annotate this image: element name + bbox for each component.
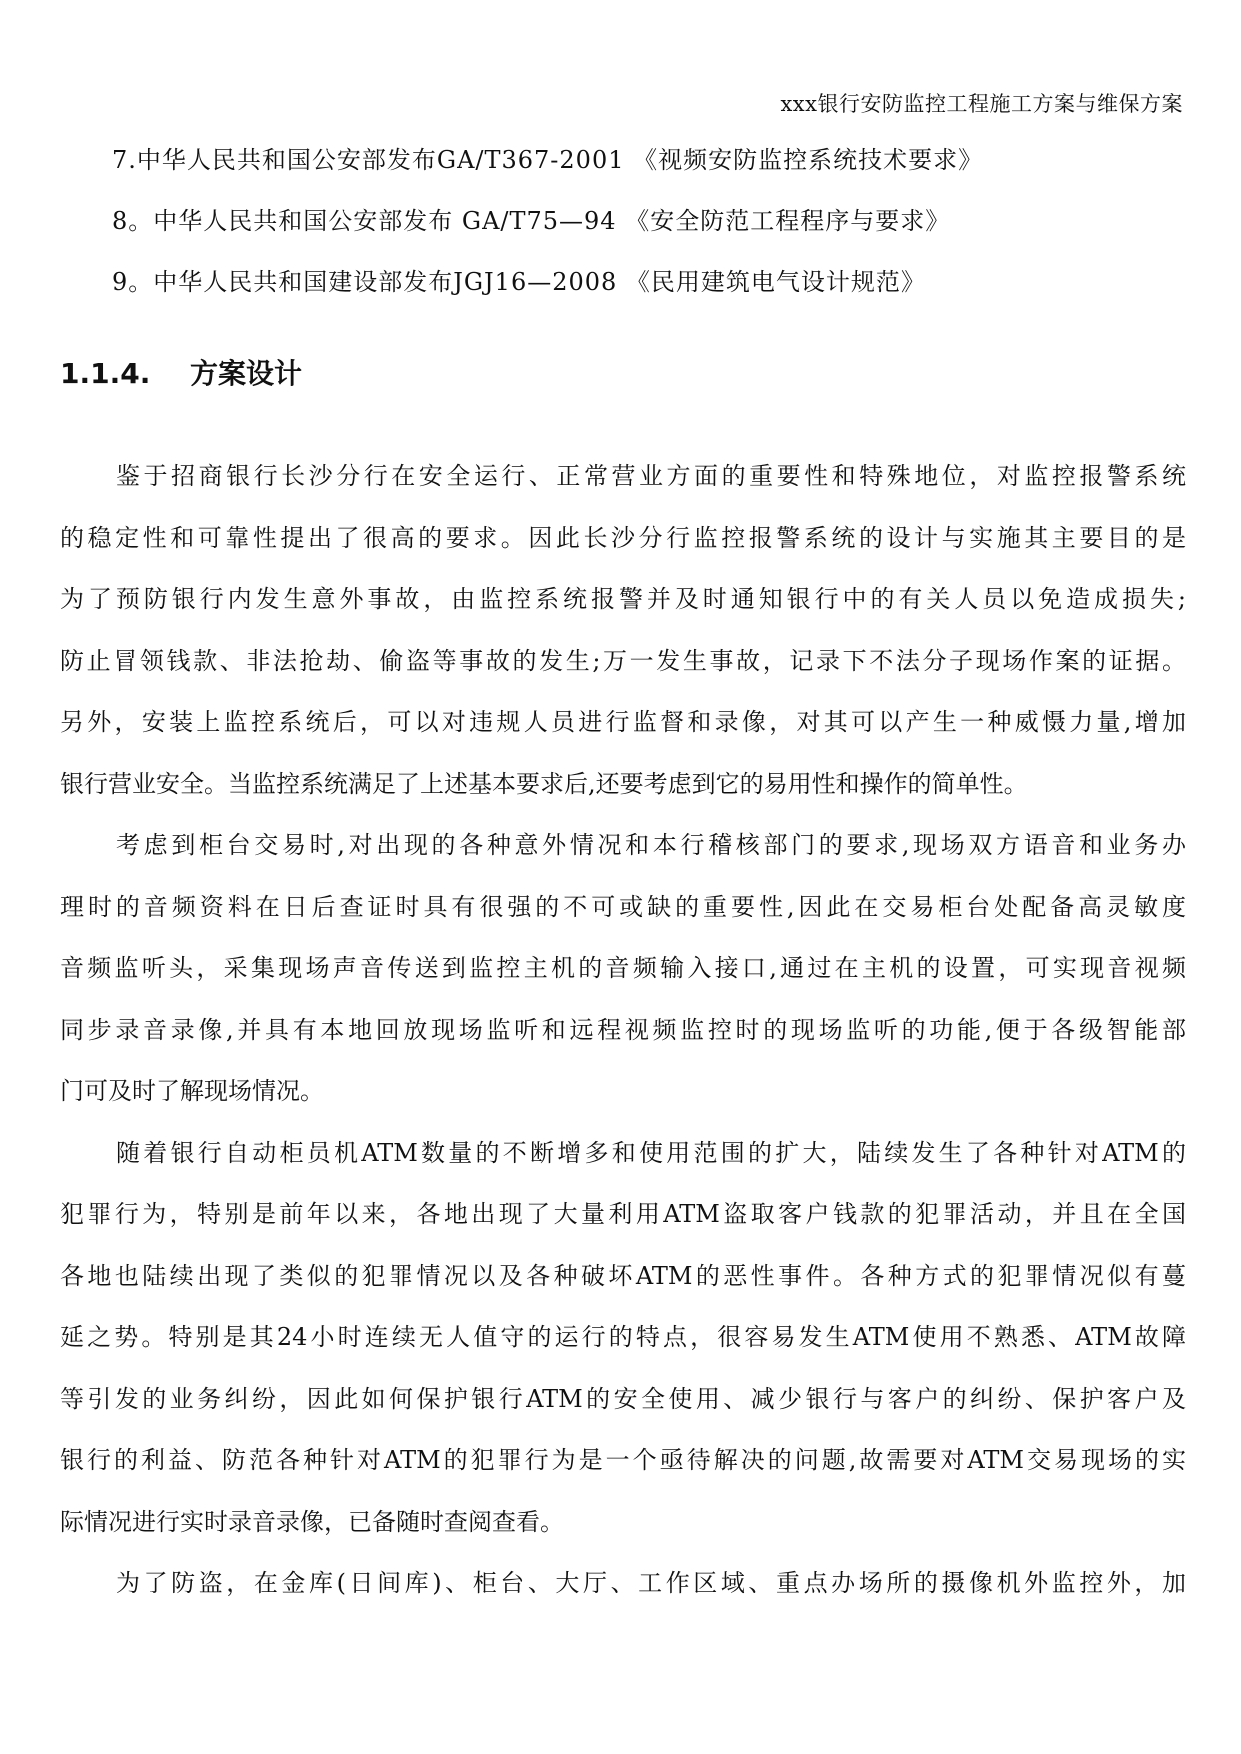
section-number: 1.1.4. — [60, 357, 151, 390]
text-line: 防止冒领钱款、非法抢劫、偷盗等事故的发生;万一发生事故，记录下不法分子现场作案的证据。 — [60, 646, 1186, 675]
text-line: 音频监听头，采集现场声音传送到监控主机的音频输入接口,通过在主机的设置，可实现音视频 — [60, 954, 1186, 982]
paragraph — [60, 446, 1186, 815]
text-line: 为了预防银行内发生意外事故，由监控系统报警并及时通知银行中的有关人员以免造成损失; — [60, 585, 1186, 613]
text-line: 为了防盗，在金库(日间库)、柜台、大厅、工作区域、重点办场所的摄像机外监控外，加 — [116, 1569, 1186, 1597]
running-header: xxx银行安防监控工程施工方案与维保方案 — [780, 92, 1183, 116]
text-line: 各地也陆续出现了类似的犯罪情况以及各种破坏ATM的恶性事件。各种方式的犯罪情况似有蔓 — [60, 1261, 1186, 1290]
text-line: 延之势。特别是其24小时连续无人值守的运行的特点，很容易发生ATM使用不熟悉、ATM故障 — [60, 1323, 1186, 1351]
body-text — [60, 446, 1186, 1615]
text-line: 银行营业安全。当监控系统满足了上述基本要求后,还要考虑到它的易用性和操作的简单性。 — [60, 769, 1028, 798]
text-line: 另外，安装上监控系统后，可以对违规人员进行监督和录像，对其可以产生一种威慑力量,增加 — [60, 708, 1186, 736]
paragraph — [60, 1553, 1186, 1615]
text-line: 犯罪行为，特别是前年以来，各地出现了大量利用ATM盗取客户钱款的犯罪活动，并且在全国 — [60, 1200, 1186, 1228]
text-line: 鉴于招商银行长沙分行在安全运行、正常营业方面的重要性和特殊地位，对监控报警系统 — [116, 462, 1186, 490]
text-line: 的稳定性和可靠性提出了很高的要求。因此长沙分行监控报警系统的设计与实施其主要目的是 — [60, 523, 1186, 552]
reference-item: 8。中华人民共和国公安部发布 GA/T75—94 《安全防范工程程序与要求》 — [112, 207, 951, 235]
text-line: 等引发的业务纠纷，因此如何保护银行ATM的安全使用、减少银行与客户的纠纷、保护客户及 — [60, 1384, 1186, 1413]
paragraph — [60, 1123, 1186, 1554]
section-heading — [60, 352, 302, 392]
section-title: 方案设计 — [190, 357, 303, 390]
text-line: 考虑到柜台交易时,对出现的各种意外情况和本行稽核部门的要求,现场双方语音和业务办 — [116, 831, 1186, 859]
text-line: 理时的音频资料在日后查证时具有很强的不可或缺的重要性,因此在交易柜台处配备高灵敏度 — [60, 892, 1186, 921]
text-line: 门可及时了解现场情况。 — [60, 1077, 324, 1105]
text-line: 同步录音录像,并具有本地回放现场监听和远程视频监控时的现场监听的功能,便于各级智能部 — [60, 1015, 1186, 1044]
text-line: 际情况进行实时录音录像，已备随时查阅查看。 — [60, 1507, 564, 1536]
text-line: 随着银行自动柜员机ATM数量的不断增多和使用范围的扩大，陆续发生了各种针对ATM的 — [116, 1138, 1186, 1167]
paragraph — [60, 815, 1186, 1123]
text-line: 银行的利益、防范各种针对ATM的犯罪行为是一个亟待解决的问题,故需要对ATM交易现场的实 — [60, 1446, 1186, 1474]
reference-list — [112, 130, 1187, 313]
reference-item: 9。中华人民共和国建设部发布JGJ16—2008 《民用建筑电气设计规范》 — [112, 268, 926, 296]
reference-item: 7.中华人民共和国公安部发布GA/T367-2001 《视频安防监控系统技术要求》 — [112, 146, 984, 174]
